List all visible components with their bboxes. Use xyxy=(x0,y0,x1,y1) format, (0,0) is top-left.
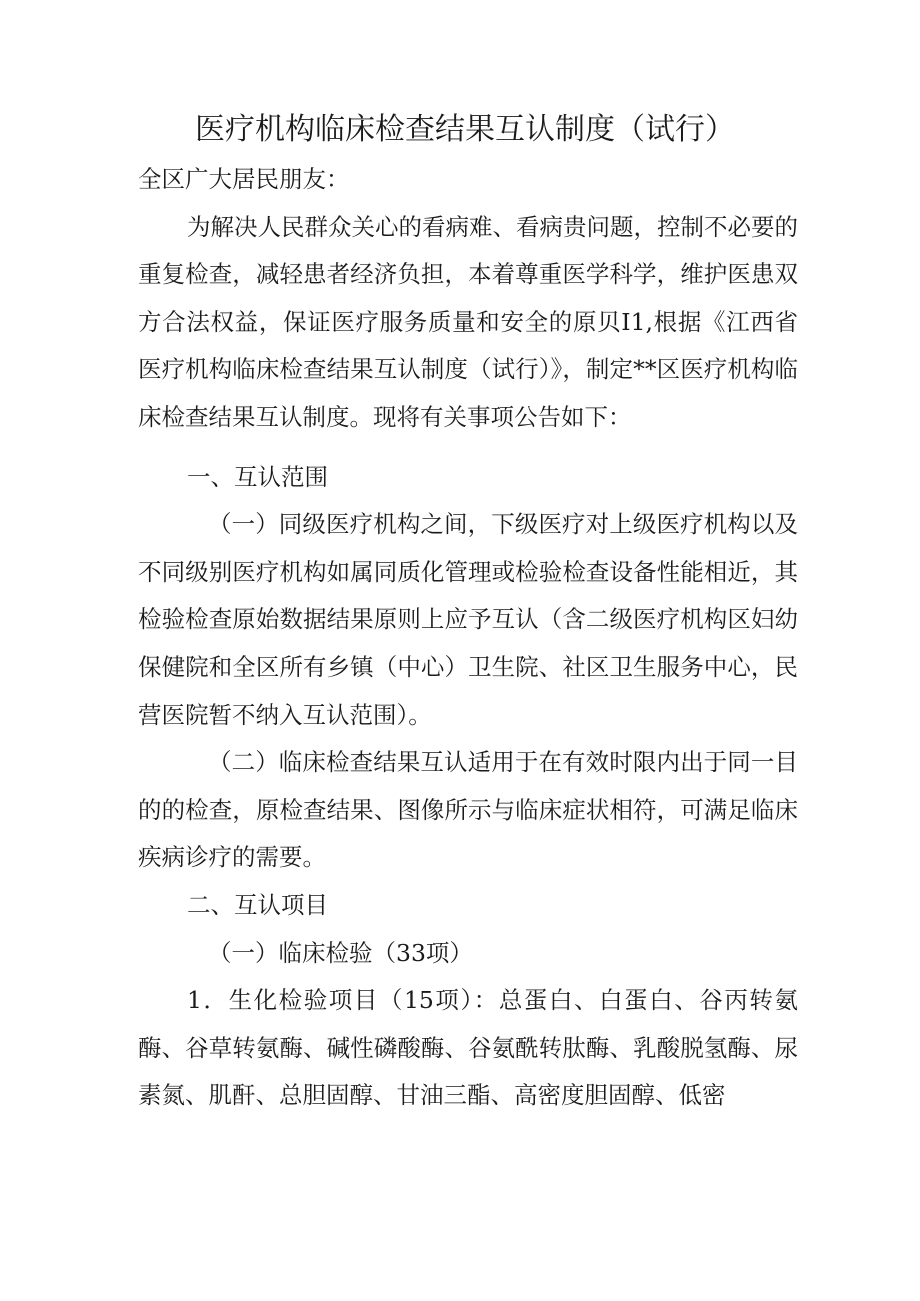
document-body xyxy=(138,156,798,1120)
section-heading-items: 二、互认项目 xyxy=(187,890,328,919)
salutation: 全区广大居民朋友： xyxy=(138,165,350,193)
paragraph-scope-item-1: （一）同级医疗机构之间，下级医疗对上级医疗机构以及不同级别医疗机构如属同质化管理或检验检查设备性能相近，其检验检查原始数据结果原则上应予互认（含二级医疗机构区妇幼保健院和全区所有乡镇（中心）卫生院、社区卫生服务中心，民营医院暂不纳入互认范围）。 xyxy=(138,510,798,729)
paragraph-items-item-1: （一）临床检验（33项） xyxy=(208,938,473,967)
section-heading-scope: 一、互认范围 xyxy=(187,462,328,491)
paragraph-intro: 为解决人民群众关心的看病难、看病贵问题，控制不必要的重复检查，减轻患者经济负担，本着尊重医学科学，维护医患双方合法权益，保证医疗服务质量和安全的原贝I1,根据《江西省医疗机构临床检查结果互认制度（试行）》，制定**区医疗机构临床检查结果互认制度。现将有关事项公告如下： xyxy=(138,212,798,431)
document-title: 医疗机构临床检查结果互认制度（试行） xyxy=(195,112,735,147)
paragraph-items-sub-1: 1．生化检验项目（15项）：总蛋白、白蛋白、谷丙转氨酶、谷草转氨酶、碱性磷酸酶、谷氨酰转肽酶、乳酸脱氢酶、尿素氮、肌酐、总胆固醇、甘油三酯、高密度胆固醇、低密 xyxy=(138,986,798,1110)
paragraph-scope-item-2: （二）临床检查结果互认适用于在有效时限内出于同一目的的检查，原检查结果、图像所示与临床症状相符，可满足临床疾病诊疗的需要。 xyxy=(138,748,798,872)
